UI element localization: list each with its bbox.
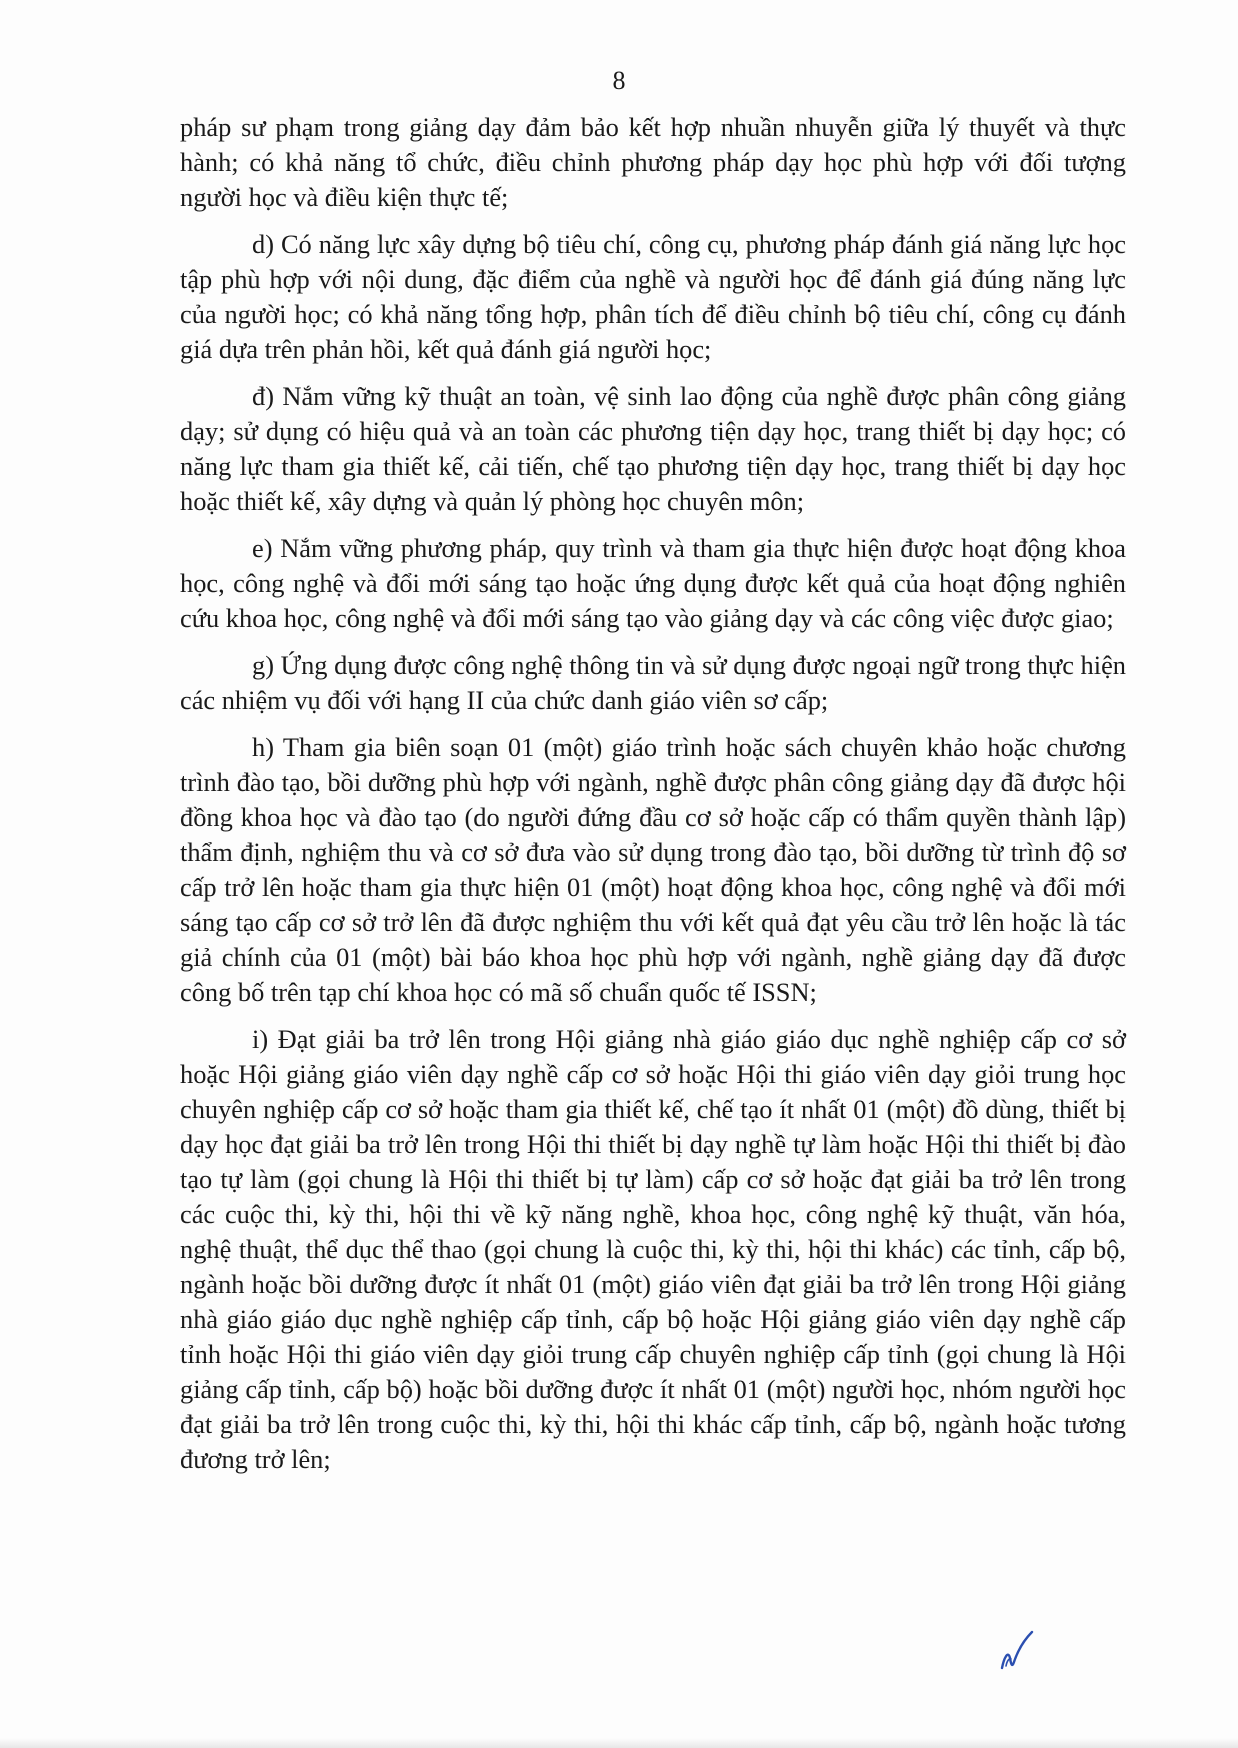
paragraph-continuation: pháp sư phạm trong giảng dạy đảm bảo kết hợp nhuần nhuyễn giữa lý thuyết và thực hành; có khả năng tổ chức, điều chỉnh phương pháp dạy học phù hợp với đối tượng người học và điều kiện thực tế;: [180, 112, 1126, 212]
paragraph-item-i: i) Đạt giải ba trở lên trong Hội giảng nhà giáo giáo dục nghề nghiệp cấp cơ sở hoặc Hội giảng giáo viên dạy nghề cấp cơ sở hoặc Hội thi giáo viên dạy giỏi trung học chuyên nghiệp cấp cơ sở hoặc tham gia thiết kế, chế tạo ít nhất 01 (một) đồ dùng, thiết bị dạy học đạt giải ba trở lên trong Hội thi thiết bị dạy nghề tự làm hoặc Hội thi thiết bị đào tạo tự làm (gọi chung là Hội thi thiết bị tự làm) cấp cơ sở hoặc đạt giải ba trở lên trong các cuộc thi, kỳ thi, hội thi về kỹ năng nghề, khoa học, công nghệ kỹ thuật, văn hóa, nghệ thuật, thể dục thể thao (gọi chung là cuộc thi, kỳ thi, hội thi khác) các tỉnh, cấp bộ, ngành hoặc bồi dưỡng được ít nhất 01 (một) giáo viên đạt giải ba trở lên trong Hội giảng nhà giáo giáo dục nghề nghiệp cấp tỉnh, cấp bộ hoặc Hội giảng giáo viên dạy nghề cấp tỉnh hoặc Hội thi giáo viên dạy giỏi trung cấp chuyên nghiệp cấp tỉnh (gọi chung là Hội giảng cấp tỉnh, cấp bộ) hoặc bồi dưỡng được ít nhất 01 (một) người học, nhóm người học đạt giải ba trở lên trong cuộc thi, kỳ thi, hội thi khác cấp tỉnh, cấp bộ, ngành hoặc tương đương trở lên;: [180, 1024, 1126, 1474]
paragraph-item-g: g) Ứng dụng được công nghệ thông tin và sử dụng được ngoại ngữ trong thực hiện các nhiệm vụ đối với hạng II của chức danh giáo viên sơ cấp;: [180, 650, 1126, 715]
paragraph-item-d: d) Có năng lực xây dựng bộ tiêu chí, công cụ, phương pháp đánh giá năng lực học tập phù hợp với nội dung, đặc điểm của nghề và người học để đánh giá đúng năng lực của người học; có khả năng tổng hợp, phân tích để điều chỉnh bộ tiêu chí, công cụ đánh giá dựa trên phản hồi, kết quả đánh giá người học;: [180, 229, 1126, 364]
paragraph-item-dd: đ) Nắm vững kỹ thuật an toàn, vệ sinh lao động của nghề được phân công giảng dạy; sử dụng có hiệu quả và an toàn các phương tiện dạy học, trang thiết bị dạy học; có năng lực tham gia thiết kế, cải tiến, chế tạo phương tiện dạy học, trang thiết bị dạy học hoặc thiết kế, xây dựng và quản lý phòng học chuyên môn;: [180, 381, 1126, 516]
paragraph-item-h: h) Tham gia biên soạn 01 (một) giáo trình hoặc sách chuyên khảo hoặc chương trình đào tạo, bồi dưỡng phù hợp với ngành, nghề được phân công giảng dạy đã được hội đồng khoa học và đào tạo (do người đứng đầu cơ sở hoặc cấp có thẩm quyền thành lập) thẩm định, nghiệm thu và cơ sở đưa vào sử dụng trong đào tạo, bồi dưỡng từ trình độ sơ cấp trở lên hoặc tham gia thực hiện 01 (một) hoạt động khoa học, công nghệ và đổi mới sáng tạo cấp cơ sở trở lên đã được nghiệm thu với kết quả đạt yêu cầu trở lên hoặc là tác giả chính của 01 (một) bài báo khoa học phù hợp với ngành, nghề giảng dạy đã được công bố trên tạp chí khoa học có mã số chuẩn quốc tế ISSN;: [180, 732, 1126, 1007]
scan-edge-shade: [0, 1738, 1238, 1748]
initial-signature-icon: [996, 1628, 1036, 1674]
page-number: 8: [612, 66, 626, 95]
document-body: [180, 110, 1126, 1489]
paragraph-item-e: e) Nắm vững phương pháp, quy trình và tham gia thực hiện được hoạt động khoa học, công nghệ và đổi mới sáng tạo hoặc ứng dụng được kết quả của hoạt động nghiên cứu khoa học, công nghệ và đổi mới sáng tạo vào giảng dạy và các công việc được giao;: [180, 533, 1126, 633]
